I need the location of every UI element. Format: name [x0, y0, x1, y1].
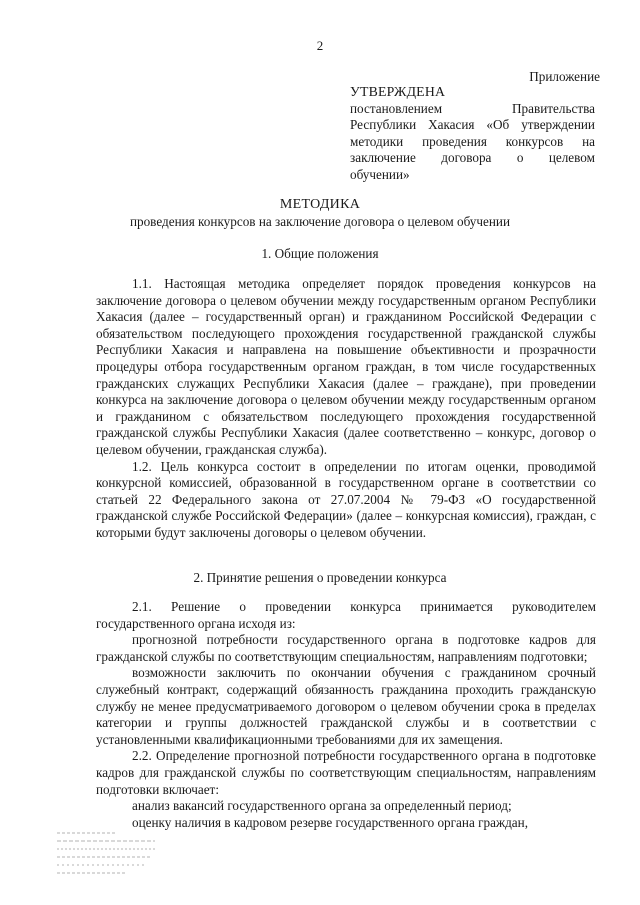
paragraph: возможности заключить по окончании обучения с гражданином срочный служебный контракт, содержащий обязанность гражданина проходить гражданскую службу не менее предусматриваемого договором о целевом обучении срока в пределах категории и группы должностей гражданской службы и в соответствии с установленными квалификационными требованиями для их замещения.: [96, 665, 596, 747]
paragraph: 2.1. Решение о проведении конкурса принимается руководителем государственного органа исходя из:: [96, 599, 596, 631]
document-title-subtitle: проведения конкурсов на заключение договора о целевом обучении: [129, 214, 511, 229]
paragraph: 1.1. Настоящая методика определяет порядок проведения конкурсов на заключение договора о целевом обучении между государственным органом Республики Хакасия (далее – государственный орган) и гражданином Российской Федерации с обязательством последующего прохождения государственной гражданской службы Республики Хакасия и направлена на повышение объективности и прозрачности процедуры отбора государственным органом граждан, в том числе государственных гражданских служащих Республики Хакасия (далее – граждане), при проведении конкурса на заключение договора о целевом обучении между государственным органом и гражданином с обязательством последующего прохождения государственной гражданской службы Республики Хакасия (далее соответственно – конкурс, договор о целевом обучении, гражданская служба).: [96, 276, 596, 457]
approval-line: Республики Хакасия «Об утверждении: [350, 117, 595, 132]
paragraph: анализ вакансий государственного органа за определенный период;: [132, 798, 512, 814]
approval-line: постановлением Правительства: [350, 100, 595, 116]
paragraph: оценку наличия в кадровом резерве государственного органа граждан,: [132, 814, 528, 830]
paragraph: 2.2. Определение прогнозной потребности государственного органа в подготовке кадров для гражданской службы по соответствующим специальностям, направлениям подготовки включает:: [96, 748, 596, 797]
approval-title: УТВЕРЖДЕНА: [350, 84, 446, 99]
paragraph: прогнозной потребности государственного органа в подготовке кадров для гражданской службы по соответствующим специальностям, направлениям подготовки;: [96, 632, 596, 664]
section-heading: 2. Принятие решения о проведении конкурса: [193, 570, 447, 585]
approval-line: заключение договора о целевом: [350, 150, 595, 165]
appendix-label: Приложение: [529, 69, 600, 84]
approval-line: методики проведения конкурсов на: [350, 133, 595, 149]
registration-stamp-mark: [55, 827, 165, 877]
page-number: 2: [316, 38, 324, 53]
document-title-main: МЕТОДИКА: [279, 197, 361, 212]
section-heading: 1. Общие положения: [261, 246, 379, 261]
approval-line: обучении»: [350, 166, 410, 182]
document-title: [0, 196, 640, 230]
section-2-body: [96, 599, 596, 831]
section-1-body: [96, 276, 596, 542]
approval-block: [350, 84, 595, 183]
paragraph: 1.2. Цель конкурса состоит в определении по итогам оценки, проводимой конкурсной комиссией, образованной в государственном органе в соответствии со статьей 22 Федерального закона от 27.07.2004 № 79-ФЗ «О государственной гражданской службе Российской Федерации» (далее – конкурсная комиссия), граждан, с которыми будут заключены договоры о целевом обучении.: [96, 458, 596, 540]
